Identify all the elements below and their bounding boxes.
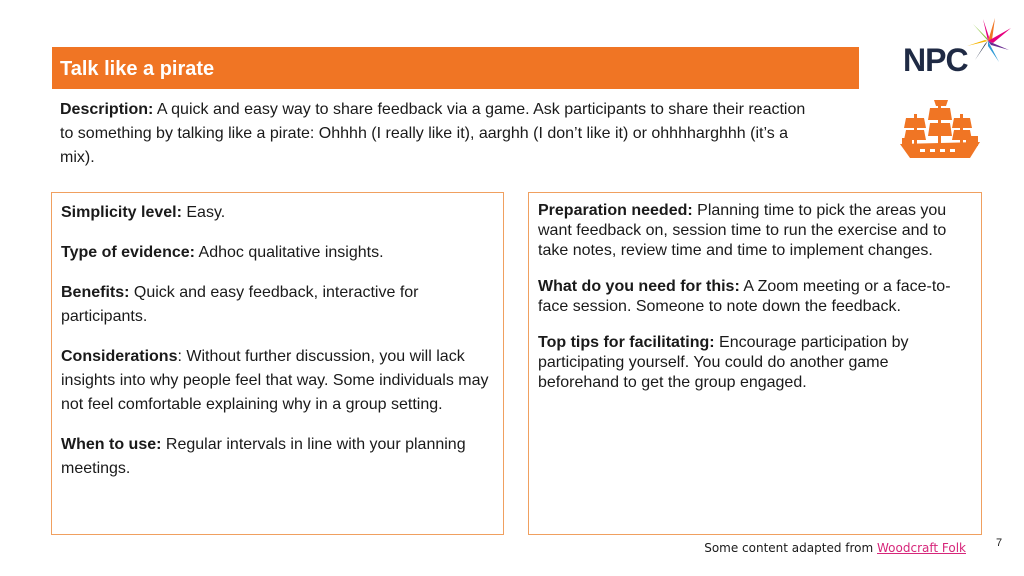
facilitation-panel: [528, 192, 982, 535]
item-label: Considerations: [61, 348, 178, 365]
item-text: Adhoc qualitative insights.: [194, 244, 384, 261]
top-tips: [538, 333, 972, 393]
item-text: A Zoom meeting or a face-to-face session. Someone to note down the feedback.: [538, 278, 951, 315]
considerations: [61, 345, 494, 417]
logo-text: NPC: [903, 42, 968, 78]
item-label: Top tips for facilitating:: [538, 334, 715, 351]
benefits: [61, 281, 494, 329]
source-note-text: Some content adapted from: [704, 541, 878, 555]
star-burst-icon: [961, 16, 1015, 66]
type-of-evidence: [61, 241, 494, 265]
pirate-ship-icon: [900, 98, 980, 162]
what-you-need: [538, 277, 972, 317]
npc-logo: [903, 16, 1015, 76]
item-label: Simplicity level:: [61, 204, 182, 221]
page-number: 7: [996, 537, 1003, 549]
woodcraft-folk-link[interactable]: Woodcraft Folk: [877, 541, 966, 555]
item-text: Encourage participation by participating yourself. You could do another game beforehand to get the group engaged.: [538, 334, 909, 391]
item-text: : Without further discussion, you will lack insights into why people feel that way. Some individuals may not feel comfortable explaining why in a group setting.: [61, 348, 489, 413]
when-to-use: [61, 433, 494, 481]
item-text: Regular intervals in line with your planning meetings.: [61, 436, 466, 477]
description-label: Description:: [60, 101, 154, 118]
item-text: Quick and easy feedback, interactive for participants.: [61, 284, 419, 325]
item-label: Preparation needed:: [538, 202, 693, 219]
slide-title: Talk like a pirate: [52, 47, 859, 89]
item-label: When to use:: [61, 436, 162, 453]
item-label: Type of evidence:: [61, 244, 195, 261]
description-text: A quick and easy way to share feedback via a game. Ask participants to share their reaction to something by talking like a pirate: Ohhhh (I really like it), aarghh (I don’t like it) or ohhhharghhh (it’s a mix).: [60, 101, 806, 166]
source-note: [704, 541, 966, 555]
simplicity-level: [61, 201, 494, 225]
description: [60, 98, 820, 170]
preparation-needed: [538, 201, 972, 261]
item-text: Planning time to pick the areas you want feedback on, session time to run the exercise and to take notes, review time and time to implement changes.: [538, 202, 947, 259]
activity-details-panel: [51, 192, 504, 535]
item-text: Easy.: [181, 204, 226, 221]
item-label: Benefits:: [61, 284, 130, 301]
item-label: What do you need for this:: [538, 278, 740, 295]
